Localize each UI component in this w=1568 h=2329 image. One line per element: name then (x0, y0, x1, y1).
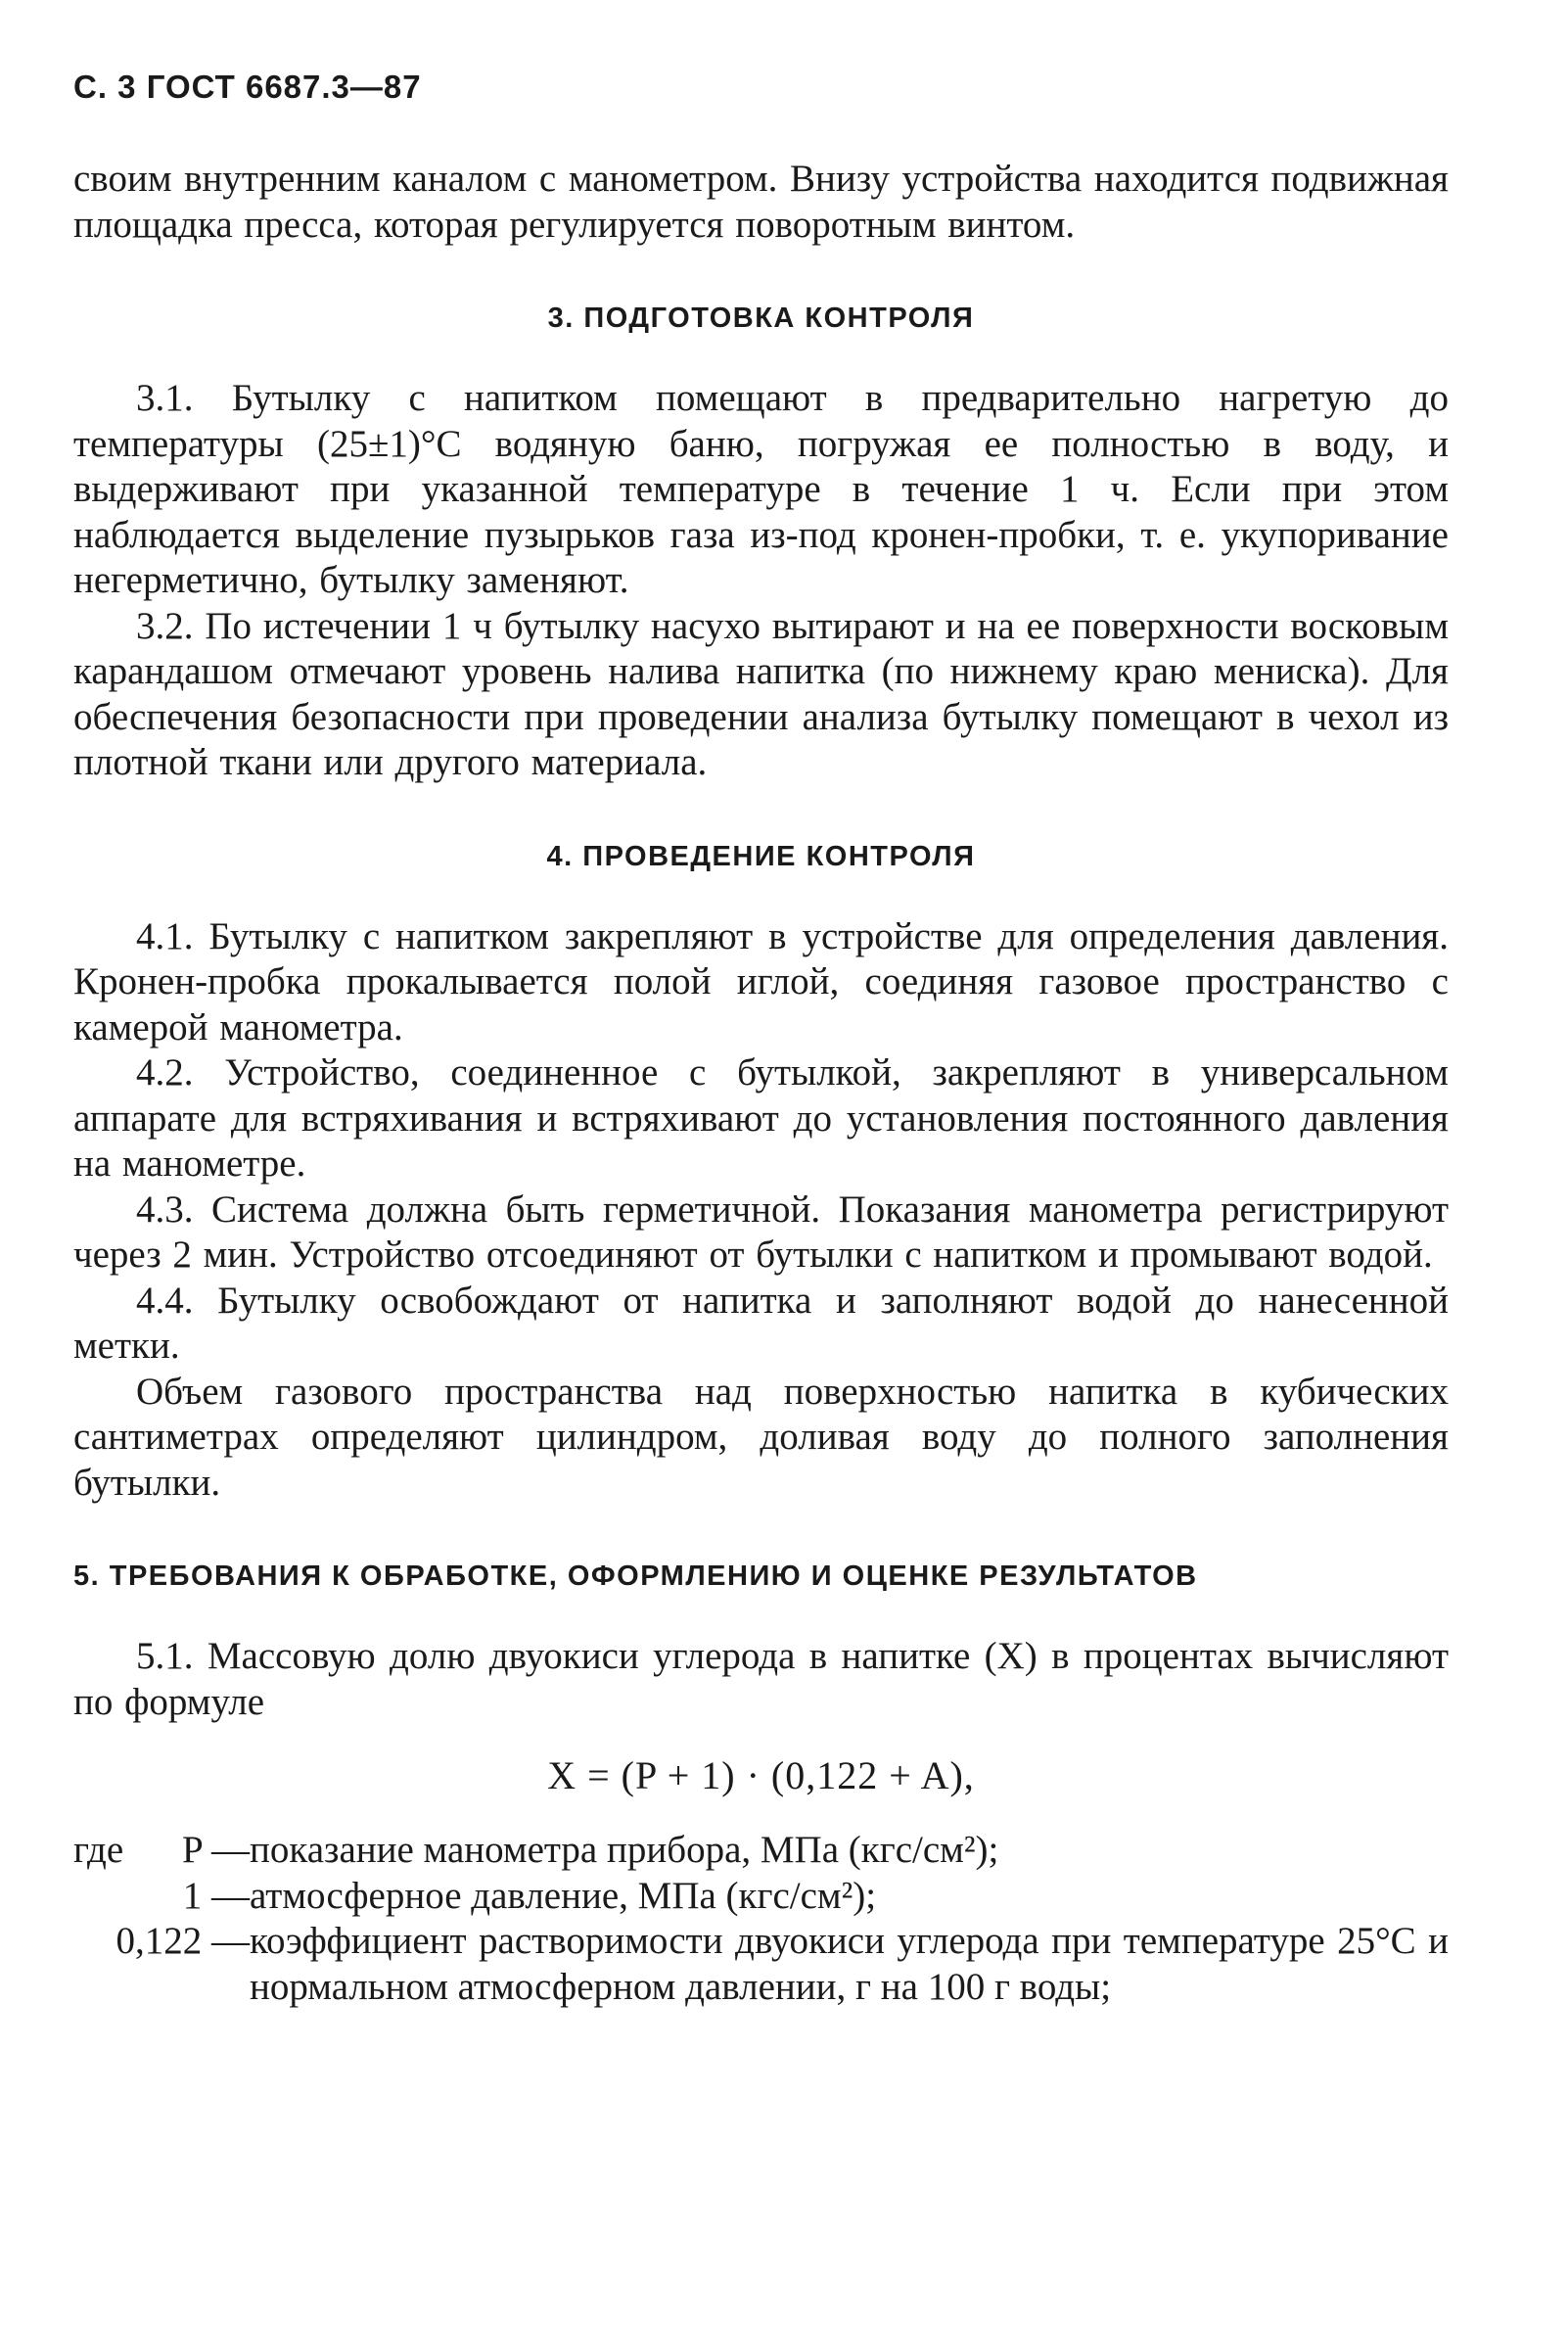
paragraph-5-1: 5.1. Массовую долю двуокиси углерода в напитке (X) в процентах вычисляют по формуле (73, 1635, 1449, 1723)
legend-symbol-text: P — (182, 1829, 250, 1871)
legend-lead: где (73, 1829, 124, 1871)
intro-paragraph: своим внутренним каналом с манометром. Внизу устройства находится подвижная площадка пресса, которая регулируется поворотным винтом. (73, 158, 1449, 246)
paragraph-3-2: 3.2. По истечении 1 ч бутылку насухо вытирают и на ее поверхности восковым карандашом отмечают уровень налива напитка (по нижнему краю мениска). Для обеспечения безопасности при проведении анализа бутылку помещают в чехол из плотной ткани или другого материала. (73, 604, 1449, 783)
section-4-heading: 4. ПРОВЕДЕНИЕ КОНТРОЛЯ (546, 840, 976, 872)
document-page (73, 69, 1449, 2010)
paragraph-4-2: 4.2. Устройство, соединенное с бутылкой, закрепляют в универсальном аппарате для встряхивания и встряхивают до установления постоянного давления на манометре. (73, 1051, 1449, 1185)
legend-description: атмосферное давление, МПа (кгс/см²); (250, 1874, 877, 1917)
paragraph-4-3: 4.3. Система должна быть герметичной. Показания манометра регистрируют через 2 мин. Устройство отсоединяют от бутылки с напитком и промывают водой. (73, 1188, 1449, 1276)
legend-symbol (73, 1828, 250, 1874)
paragraph-4-5: Объем газового пространства над поверхностью напитка в кубических сантиметрах определяют цилиндром, доливая воду до полного заполнения бутылки. (73, 1370, 1449, 1504)
running-head: С. 3 ГОСТ 6687.3—87 (73, 69, 422, 105)
section-3-heading: 3. ПОДГОТОВКА КОНТРОЛЯ (547, 303, 975, 334)
legend-symbol: 1 — (182, 1874, 250, 1917)
paragraph-3-1: 3.1. Бутылку с напитком помещают в предварительно нагретую до температуры (25±1)°С водяную баню, погружая ее полностью в воду, и выдерживают при указанной температуре в течение 1 ч. Если при этом наблюдается выделение пузырьков газа из-под кронен-пробки, т. е. укупоривание негерметично, бутылку заменяют. (73, 377, 1449, 601)
legend-description: коэффициент растворимости двуокиси углерода при температуре 25°С и нормальном атмосферном давлении, г на 100 г воды; (250, 1920, 1449, 2008)
paragraph-4-1: 4.1. Бутылку с напитком закрепляют в устройстве для определения давления. Кронен-пробка прокалывается полой иглой, соединяя газовое пространство с камерой манометра. (73, 914, 1449, 1048)
formula-legend (73, 1828, 1449, 2010)
legend-description: показание манометра прибора, МПа (кгс/см²); (250, 1829, 999, 1871)
section-5-heading: 5. ТРЕБОВАНИЯ К ОБРАБОТКЕ, ОФОРМЛЕНИЮ И ОЦЕНКЕ РЕЗУЛЬТАТОВ (73, 1560, 1198, 1592)
formula: X = (P + 1) · (0,122 + A), (547, 1753, 975, 1797)
paragraph-4-4: 4.4. Бутылку освобождают от напитка и заполняют водой до нанесенной метки. (73, 1279, 1449, 1367)
legend-symbol: 0,122 — (115, 1920, 250, 1962)
